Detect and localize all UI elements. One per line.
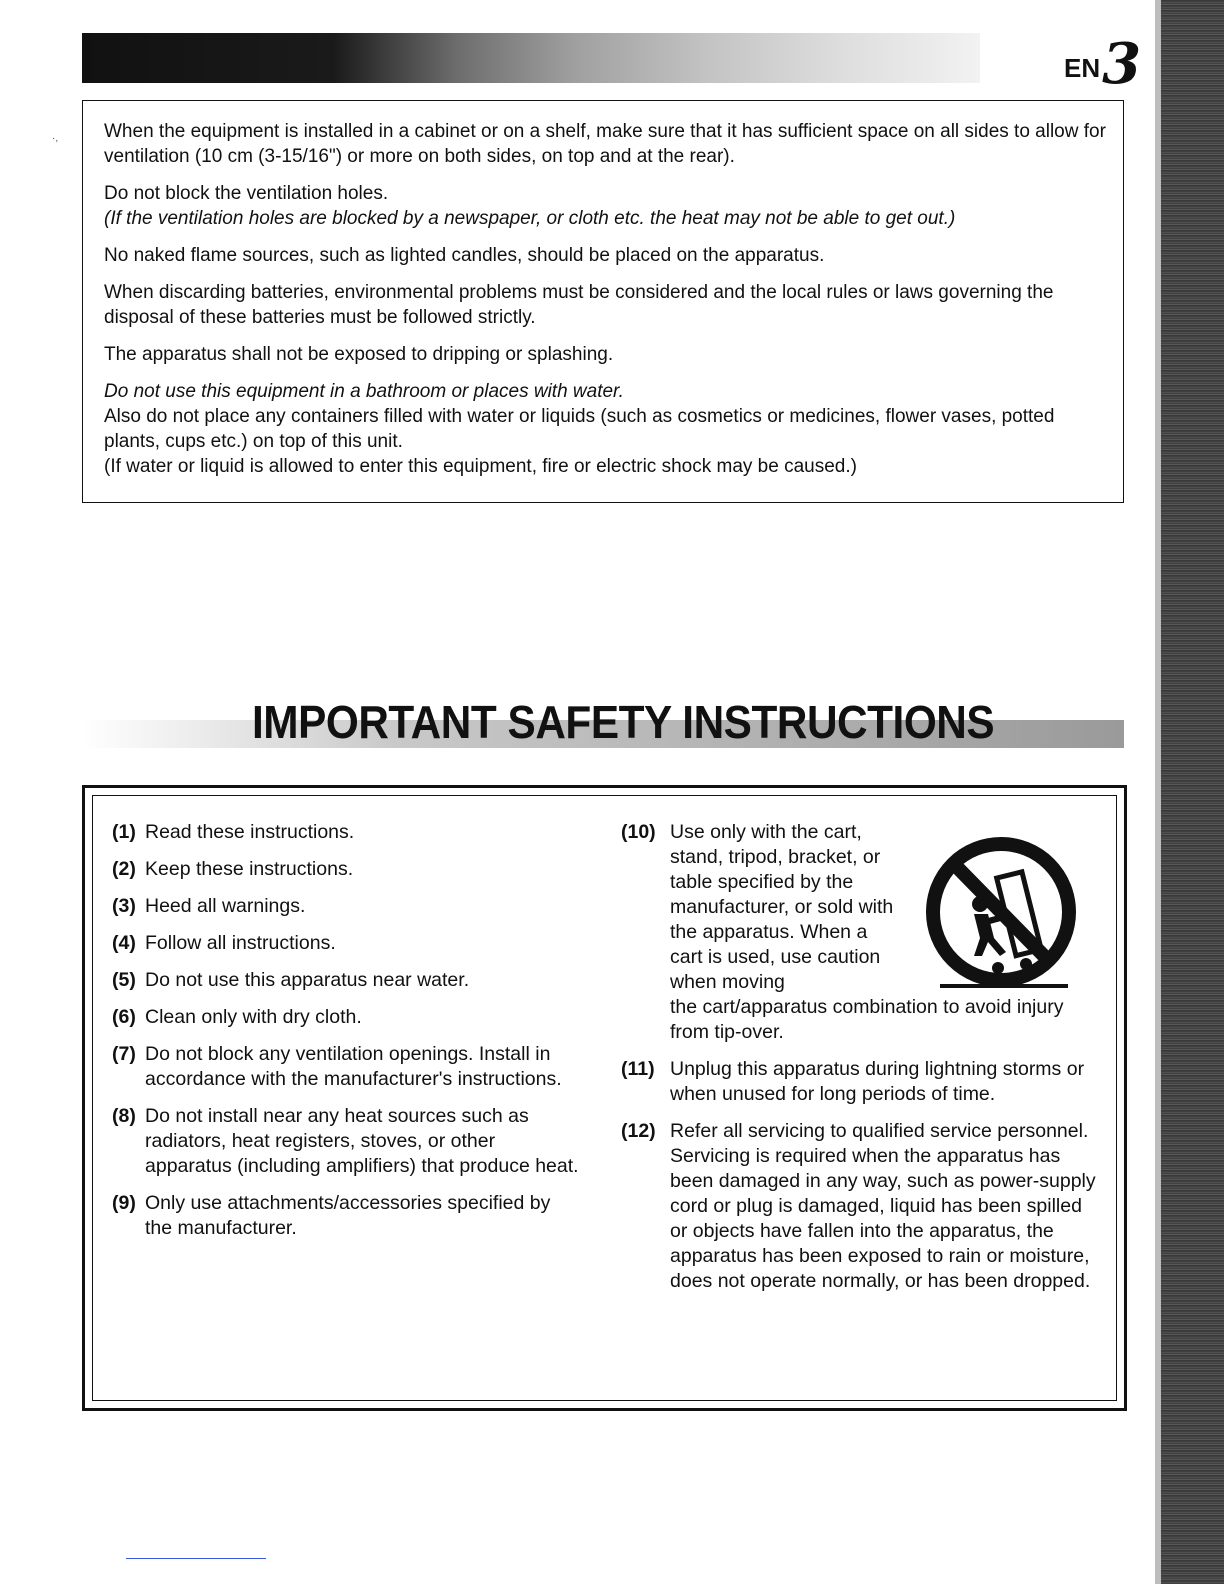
safety-left-column <box>112 820 582 1253</box>
page-number <box>1064 22 1142 97</box>
safety-item <box>621 1119 1101 1294</box>
notice-line: When the equipment is installed in a cabinet or on a shelf, make sure that it has sufficient space on all sides to allow for ventilation (10 cm (3-15/16") or more on both sides, on top and at the rear). <box>104 121 1106 167</box>
safety-heading: IMPORTANT SAFETY INSTRUCTIONS <box>252 696 995 748</box>
page-prefix: EN <box>1064 53 1101 83</box>
item-number: (3) <box>112 895 136 917</box>
notice-line: The apparatus shall not be exposed to dripping or splashing. <box>104 344 614 365</box>
item-text: Only use attachments/accessories specified by the manufacturer. <box>145 1192 551 1239</box>
notice-line: (If water or liquid is allowed to enter this equipment, fire or electric shock may be caused.) <box>104 456 857 477</box>
safety-item <box>112 820 582 845</box>
notice-paragraph <box>104 243 1114 268</box>
safety-item <box>112 1104 582 1179</box>
ventilation-notice-box <box>82 100 1124 503</box>
notice-line: No naked flame sources, such as lighted candles, should be placed on the apparatus. <box>104 245 825 266</box>
item-text: Do not use this apparatus near water. <box>145 969 470 991</box>
notice-line: Do not block the ventilation holes. <box>104 183 389 204</box>
safety-item <box>112 1005 582 1030</box>
item-text: Use only with the cart, stand, tripod, bracket, or table specified by the manufacturer, or sold with the apparatus. When a cart is used, use caution when moving <box>670 821 894 993</box>
item-number: (9) <box>112 1192 136 1214</box>
safety-item <box>112 931 582 956</box>
cart-tipover-warning-icon <box>918 834 1084 998</box>
item-number: (2) <box>112 858 136 880</box>
item-number: (12) <box>621 1120 656 1142</box>
margin-mark: ·, <box>52 133 59 144</box>
item-text: Heed all warnings. <box>145 895 306 917</box>
header-gradient-bar <box>82 33 980 83</box>
notice-paragraph <box>104 181 1114 231</box>
scanned-page-edge <box>1155 0 1224 1584</box>
notice-paragraph <box>104 280 1114 330</box>
notice-line: (If the ventilation holes are blocked by a newspaper, or cloth etc. the heat may not be able to get out.) <box>104 208 956 229</box>
item-text: Clean only with dry cloth. <box>145 1006 362 1028</box>
notice-line: Also do not place any containers filled with water or liquids (such as cosmetics or medicines, flower vases, potted plants, cups etc.) on top of this unit. <box>104 406 1055 452</box>
safety-item <box>112 1042 582 1092</box>
safety-item-continued <box>621 995 1101 1045</box>
notice-line: Do not use this equipment in a bathroom or places with water. <box>104 381 624 402</box>
item-text: the cart/apparatus combination to avoid injury from tip-over. <box>670 996 1064 1043</box>
notice-paragraph <box>104 119 1114 169</box>
item-number: (6) <box>112 1006 136 1028</box>
item-text: Read these instructions. <box>145 821 355 843</box>
item-number: (11) <box>621 1058 655 1080</box>
item-number-spacer <box>621 995 670 1045</box>
safety-item <box>112 894 582 919</box>
notice-paragraph <box>104 379 1114 479</box>
item-number: (4) <box>112 932 136 954</box>
safety-item <box>112 968 582 993</box>
notice-line: When discarding batteries, environmental problems must be considered and the local rules or laws governing the disposal of these batteries must be followed strictly. <box>104 282 1054 328</box>
item-text: Refer all servicing to qualified service personnel. Servicing is required when the apparatus has been damaged in any way, such as power-supply cord or plug is damaged, liquid has been spilled or objects have fallen into the apparatus, the apparatus has been exposed to rain or moisture, does not operate normally, or has been dropped. <box>670 1120 1096 1292</box>
safety-item <box>112 1191 582 1241</box>
safety-item <box>112 857 582 882</box>
item-text: Follow all instructions. <box>145 932 336 954</box>
footer-rule <box>126 1558 266 1559</box>
item-number: (5) <box>112 969 136 991</box>
item-text: Do not install near any heat sources such as radiators, heat registers, stoves, or other apparatus (including amplifiers) that produce heat. <box>145 1105 579 1177</box>
item-text: Keep these instructions. <box>145 858 354 880</box>
page-number-digit: 3 <box>1102 31 1142 97</box>
item-number: (1) <box>112 821 136 843</box>
safety-item <box>621 1057 1101 1107</box>
item-number: (10) <box>621 821 656 843</box>
item-text: Unplug this apparatus during lightning storms or when unused for long periods of time. <box>670 1058 1085 1105</box>
item-number: (7) <box>112 1043 136 1065</box>
notice-paragraph <box>104 342 1114 367</box>
item-text: Do not block any ventilation openings. Install in accordance with the manufacturer's instructions. <box>145 1043 562 1090</box>
item-number: (8) <box>112 1105 136 1127</box>
